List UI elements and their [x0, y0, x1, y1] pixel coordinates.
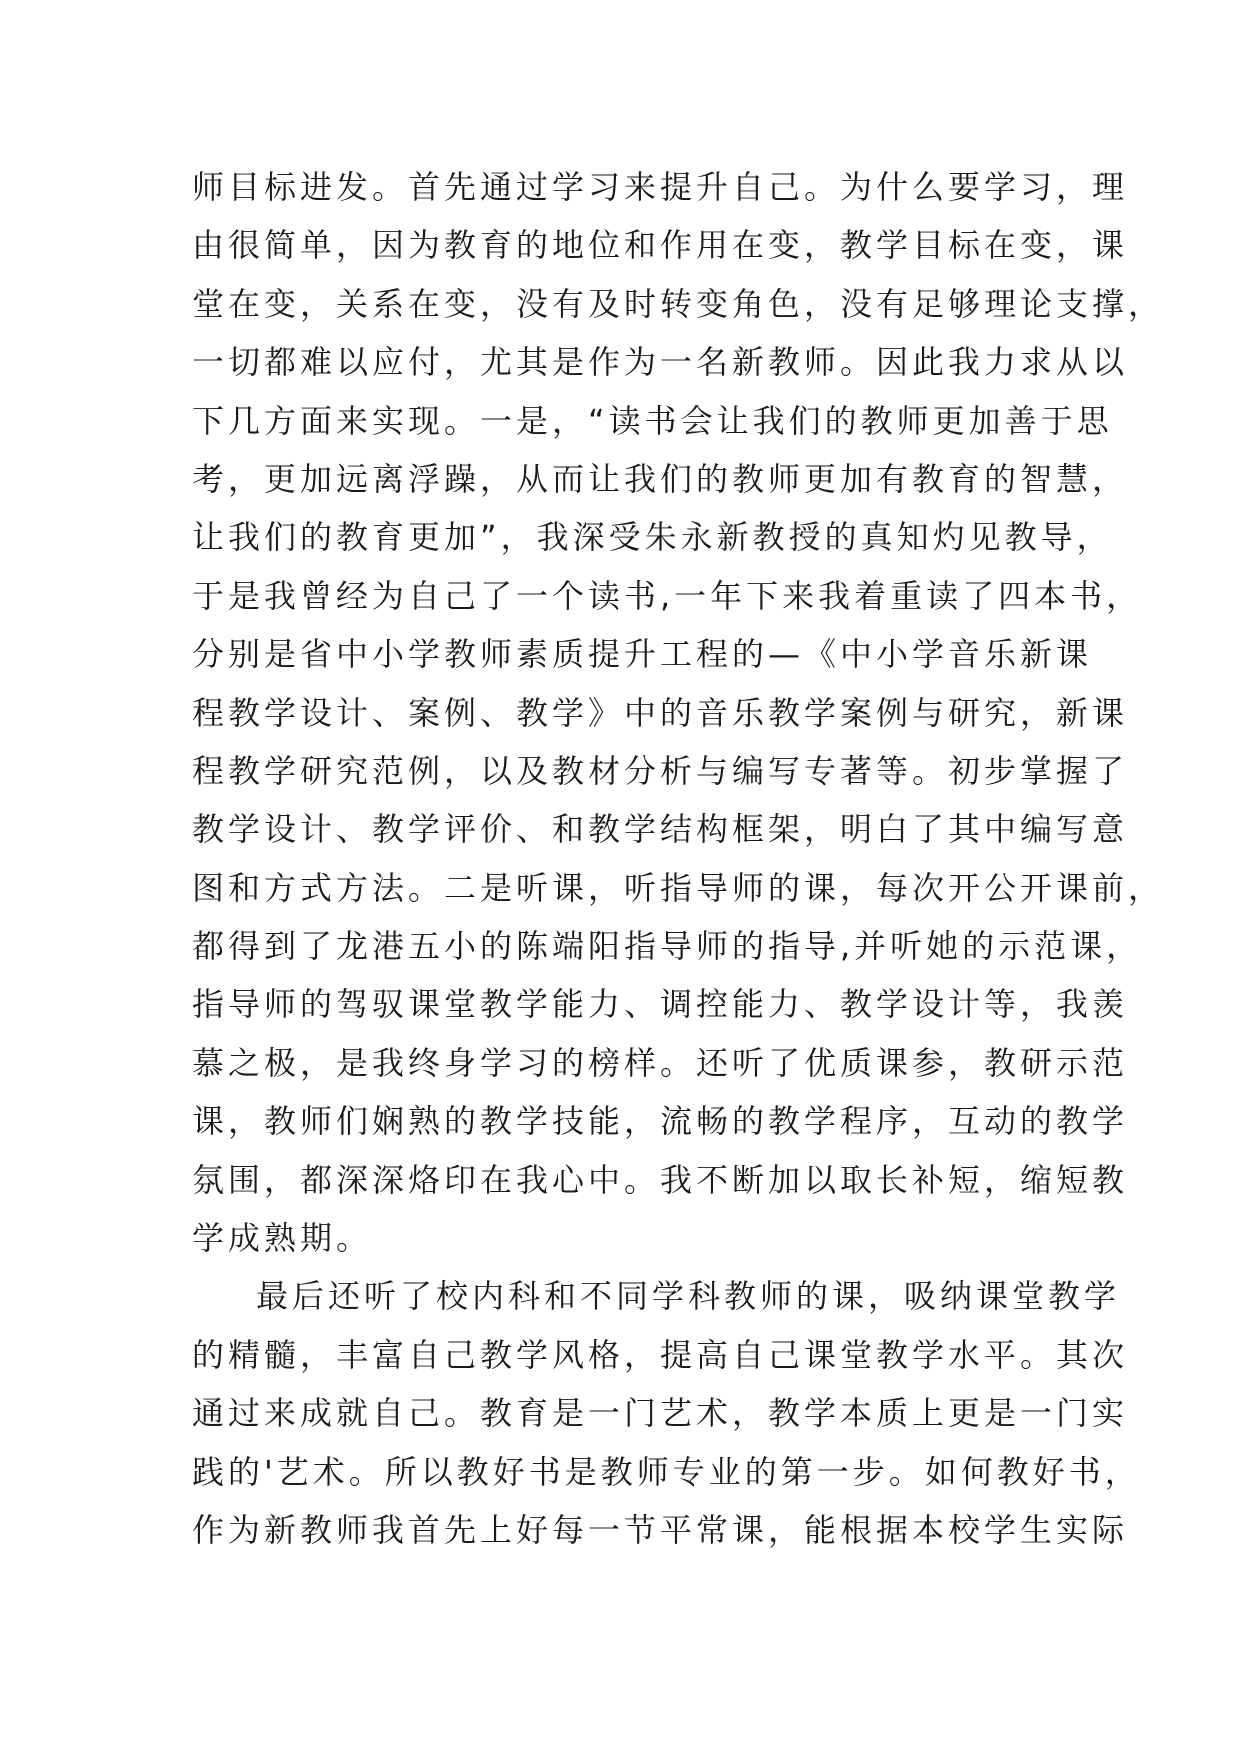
paragraph-1-line: 教学设计、教学评价、和教学结构框架，明白了其中编写意: [192, 810, 1129, 849]
paragraph-1-line: 一切都难以应付，尤其是作为一名新教师。因此我力求从以: [192, 343, 1129, 382]
paragraph-1-line: 师目标进发。首先通过学习来提升自己。为什么要学习，理: [192, 168, 1129, 206]
paragraph-1-line: 分别是省中小学教师素质提升工程的—《中小学音乐新课: [192, 635, 1093, 674]
paragraph-2-line: 践的'艺术。所以教好书是教师专业的第一步。如何教好书，: [192, 1452, 1141, 1491]
paragraph-1-line: 指导师的驾驭课堂教学能力、调控能力、教学设计等，我羡: [192, 985, 1129, 1024]
paragraph-1-line: 考，更加远离浮躁，从而让我们的教师更加有教育的智慧，: [192, 459, 1129, 498]
paragraph-1-line: 于是我曾经为自己了一个读书,一年下来我着重读了四本书，: [192, 576, 1143, 615]
paragraph-1-line: 学成熟期。: [192, 1219, 373, 1258]
paragraph-2-line: 最后还听了校内科和不同学科教师的课，吸纳课堂教学: [256, 1277, 1121, 1316]
paragraph-1-line: 由很简单，因为教育的地位和作用在变，教学目标在变，课: [192, 226, 1129, 265]
paragraph-2-line: 作为新教师我首先上好每一节平常课，能根据本校学生实际: [192, 1510, 1129, 1549]
paragraph-1-line: 氛围，都深深烙印在我心中。我不断加以取长补短，缩短教: [192, 1160, 1129, 1199]
paragraph-1-line: 让我们的教育更加”，我深受朱永新教授的真知灼见教导，: [192, 518, 1113, 557]
body-text: [192, 158, 1165, 1559]
paragraph-1-line: 堂在变，关系在变，没有及时转变角色，没有足够理论支撑，: [192, 284, 1165, 323]
paragraph-2-line: 通过来成就自己。教育是一门艺术，教学本质上更是一门实: [192, 1394, 1129, 1433]
paragraph-1-line: 课，教师们娴熟的教学技能，流畅的教学程序，互动的教学: [192, 1102, 1129, 1141]
paragraph-1-line: 图和方式方法。二是听课，听指导师的课，每次开公开课前，: [192, 868, 1165, 907]
paragraph-1-line: 慕之极，是我终身学习的榜样。还听了优质课参，教研示范: [192, 1043, 1129, 1082]
paragraph-2-line: 的精髓，丰富自己教学风格，提高自己课堂教学水平。其次: [192, 1335, 1129, 1374]
paragraph-1-line: 都得到了龙港五小的陈端阳指导师的指导,并听她的示范课，: [192, 927, 1143, 966]
paragraph-1-line: 程教学设计、案例、教学》中的音乐教学案例与研究，新课: [192, 693, 1129, 732]
paragraph-1-line: 下几方面来实现。一是，“读书会让我们的教师更加善于思: [192, 401, 1113, 440]
paragraph-1-line: 程教学研究范例，以及教材分析与编写专著等。初步掌握了: [192, 751, 1129, 790]
